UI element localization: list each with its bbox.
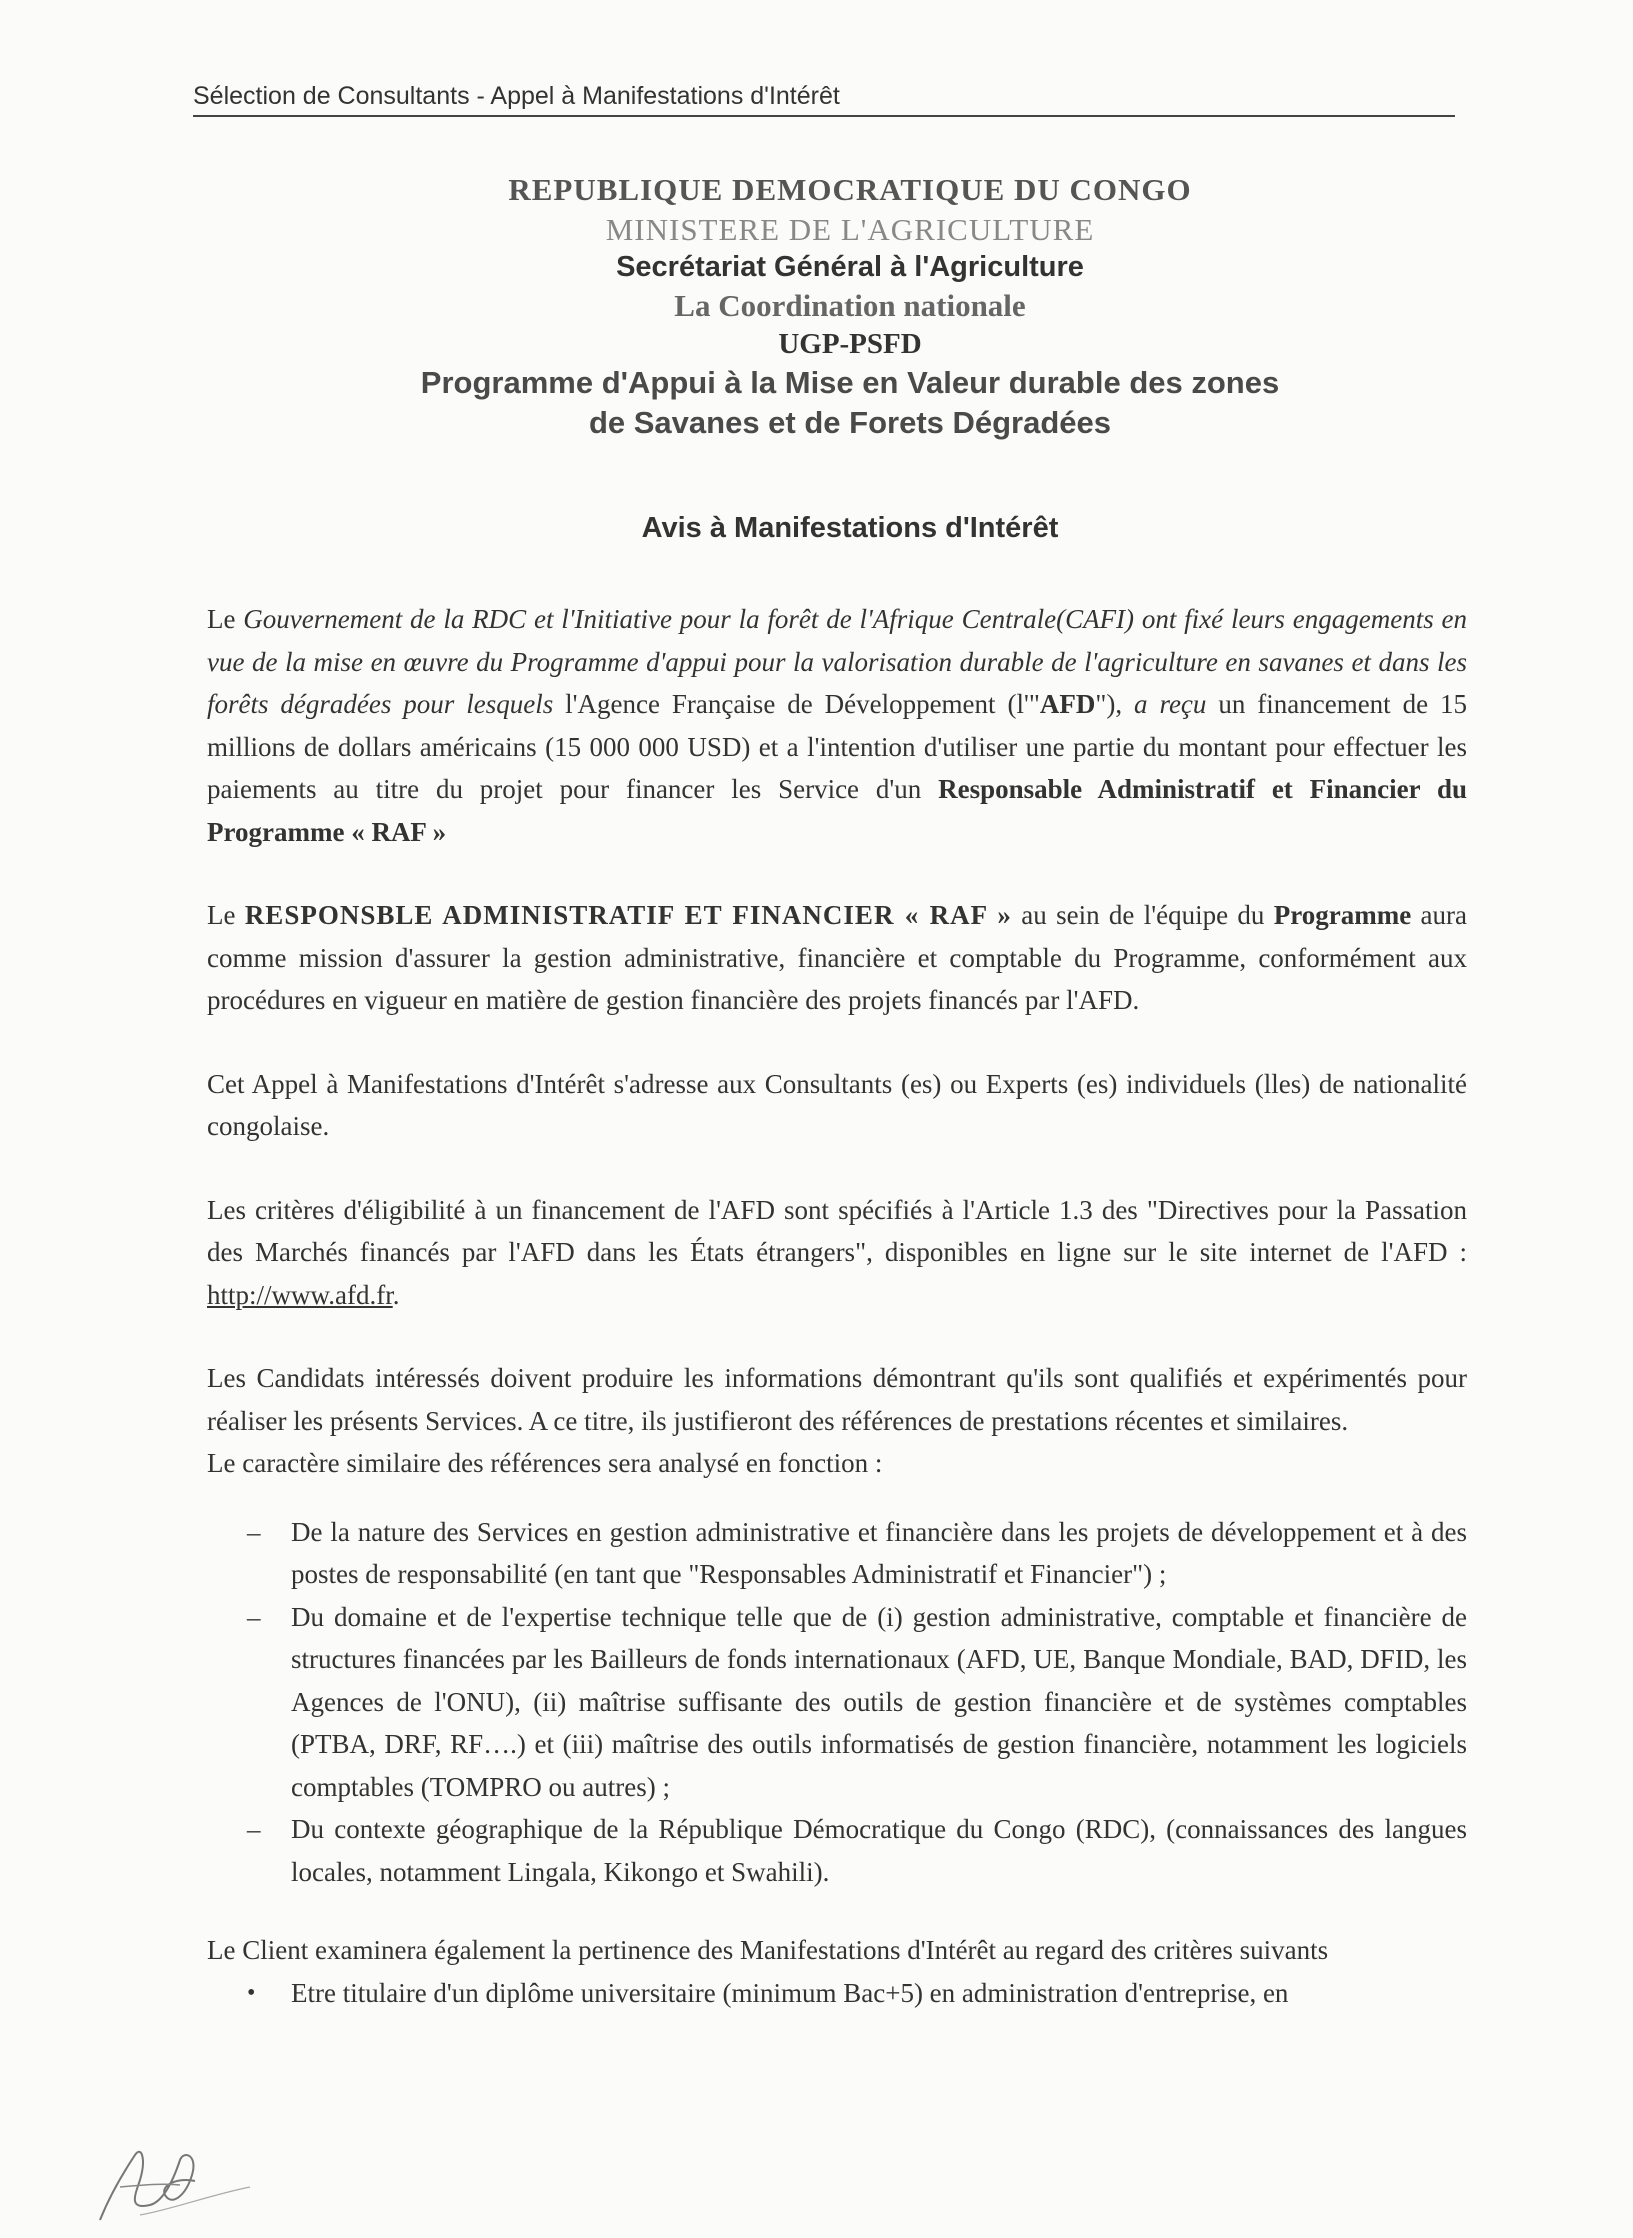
- text-run-bold: Responsable Administratif et Financier du Programme « RAF »: [207, 774, 1467, 847]
- afd-website-link[interactable]: http://www.afd.fr: [207, 1279, 393, 1310]
- programme-title-line1: Programme d'Appui à la Mise en Valeur durable des zones: [420, 365, 1280, 401]
- criteria-item: – De la nature des Services en gestion administrative et financière dans les projets de développement et à des postes de responsabilité (en tant que "Responsables Administratif et Financier") ;: [247, 1511, 1467, 1596]
- criteria-item: – Du domaine et de l'expertise technique telle que de (i) gestion administrative, comptable et financière de structures financées par les Bailleurs de fonds internationaux (AFD, UE, Banque Mondiale, BAD, DFID, les Agences de l'ONU), (ii) maîtrise suffisante des outils de gestion financière et de systèmes comptables (PTBA, DRF, RF….) et (iii) maîtrise des outils informatisés de gestion financière, notamment les logiciels comptables (TOMPRO ou autres) ;: [247, 1596, 1467, 1809]
- letterhead-coordination: La Coordination nationale: [674, 288, 1026, 324]
- text-run: Le: [207, 604, 244, 634]
- programme-title-line2: de Savanes et de Forets Dégradées: [588, 404, 1112, 440]
- running-header: Sélection de Consultants - Appel à Manifestations d'Intérêt: [193, 82, 1455, 117]
- paragraph-funding: [207, 598, 1467, 853]
- paragraph-mission: [207, 894, 1467, 1022]
- text-run-bold: Programme: [1273, 900, 1412, 930]
- notice-title: Avis à Manifestations d'Intérêt: [641, 512, 1059, 544]
- paragraph-client-review: Le Client examinera également la pertinence des Manifestations d'Intérêt au regard des critères suivants: [207, 1935, 1329, 1965]
- letterhead-ministry: MINISTERE DE L'AGRICULTURE: [605, 211, 1095, 247]
- letterhead-country: REPUBLIQUE DEMOCRATIQUE DU CONGO: [508, 172, 1192, 207]
- text-run: au sein de l'équipe du: [1011, 900, 1274, 930]
- requirements-list: [247, 1972, 1467, 2015]
- text-run: Le: [207, 900, 245, 930]
- paragraph-similarity: Le caractère similaire des références sera analysé en fonction :: [207, 1448, 883, 1478]
- paragraph-candidates: Les Candidats intéressés doivent produire les informations démontrant qu'ils sont qualifiés et expérimentés pour réaliser les présents Services. A ce titre, ils justifieront des références de prestations récentes et similaires.: [207, 1363, 1467, 1436]
- initials-signature: [80, 2115, 260, 2235]
- paragraph-eligibility: [207, 1189, 1467, 1317]
- text-run-italic: Gouvernement de la RDC et l'Initiative pour la forêt de l'Afrique Centrale(CAFI) ont fixé leurs engagements en vue de la mise en œuvre du Programme d'appui pour la valorisation durable de l'agriculture en savanes et dans les forêts dégradées pour lesquels: [207, 604, 1467, 719]
- criteria-item: – Du contexte géographique de la République Démocratique du Congo (RDC), (connaissances des langues locales, notamment Lingala, Kikongo et Swahili).: [247, 1808, 1467, 1893]
- text-run: un financement de 15 millions de dollars américains (15 000 000 USD) et a l'intention d'utiliser une partie du montant pour effectuer les paiements au titre du projet pour financer les Service d'un: [207, 689, 1467, 804]
- text-run: l'Agence Française de Développement (l'": [553, 689, 1040, 719]
- paragraph-audience: Cet Appel à Manifestations d'Intérêt s'adresse aux Consultants (es) ou Experts (es) individuels (lles) de nationalité congolaise.: [207, 1068, 1467, 1141]
- text-run: aura comme mission d'assurer la gestion administrative, financière et comptable du Programme, conformément aux procédures en vigueur en matière de gestion financière des projets financés par l'AFD.: [207, 900, 1467, 1015]
- requirement-item: • Etre titulaire d'un diplôme universitaire (minimum Bac+5) en administration d'entreprise, en: [247, 1972, 1467, 2015]
- document-body: [207, 598, 1467, 2014]
- letterhead: [300, 170, 1400, 443]
- criteria-list: [247, 1511, 1467, 1894]
- text-run-bold: RESPONSBLE ADMINISTRATIF ET FINANCIER « RAF »: [244, 900, 1012, 930]
- text-run: .: [392, 1279, 400, 1310]
- text-run: "),: [1095, 689, 1135, 719]
- text-run-italic: a reçu: [1134, 689, 1207, 719]
- letterhead-secretariat: Secrétariat Général à l'Agriculture: [616, 251, 1084, 284]
- letterhead-unit: UGP-PSFD: [778, 328, 922, 361]
- text-run: Les critères d'éligibilité à un financement de l'AFD sont spécifiés à l'Article 1.3 des "Directives pour la Passation des Marchés financés par l'AFD dans les États étrangers", disponibles en ligne sur le site internet de l'AFD :: [207, 1194, 1467, 1267]
- text-run-bold: AFD: [1039, 689, 1096, 719]
